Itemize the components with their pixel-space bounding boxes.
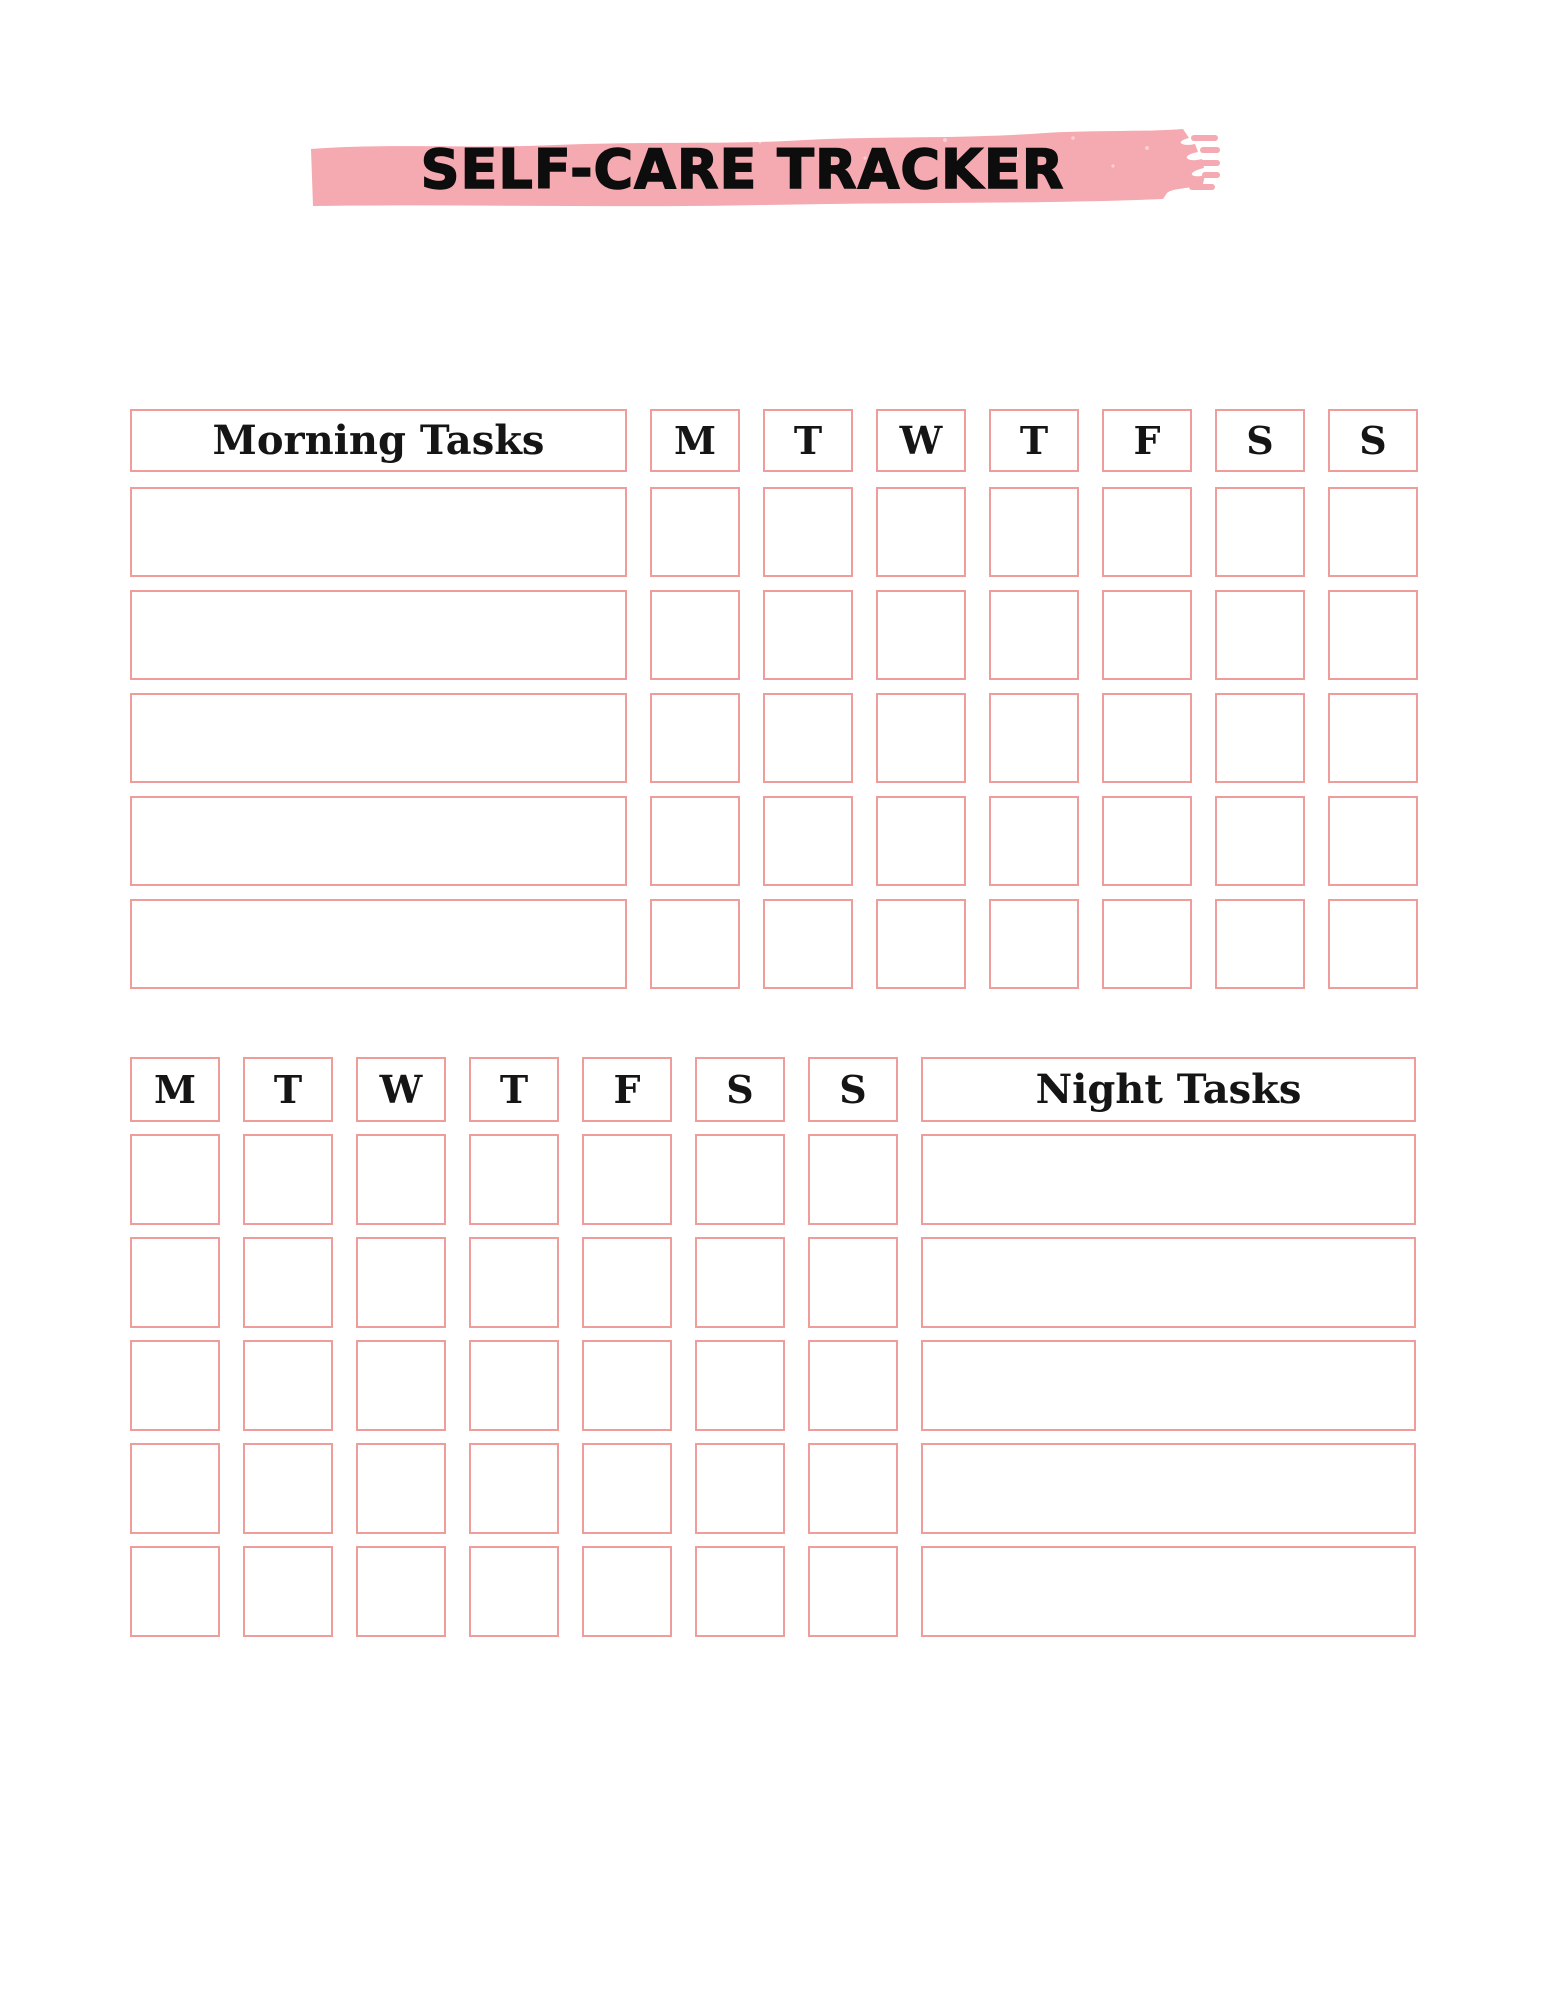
morning-checkbox[interactable] xyxy=(1102,487,1192,577)
night-checkbox[interactable] xyxy=(808,1546,898,1637)
morning-checkbox[interactable] xyxy=(650,693,740,783)
night-checkbox[interactable] xyxy=(808,1340,898,1431)
night-task-input[interactable] xyxy=(921,1237,1416,1328)
night-checkbox[interactable] xyxy=(469,1134,559,1225)
morning-checkbox[interactable] xyxy=(650,590,740,680)
night-day-header-1-m: M xyxy=(130,1057,220,1122)
night-checkbox[interactable] xyxy=(130,1443,220,1534)
night-checkbox[interactable] xyxy=(356,1340,446,1431)
morning-checkbox[interactable] xyxy=(1328,899,1418,989)
night-checkbox[interactable] xyxy=(356,1134,446,1225)
night-checkbox[interactable] xyxy=(695,1340,785,1431)
night-checkbox[interactable] xyxy=(243,1546,333,1637)
night-checkbox[interactable] xyxy=(356,1546,446,1637)
morning-row xyxy=(130,796,1418,886)
night-checkbox[interactable] xyxy=(356,1237,446,1328)
night-checkbox[interactable] xyxy=(469,1237,559,1328)
night-checkbox[interactable] xyxy=(808,1237,898,1328)
morning-checkbox[interactable] xyxy=(1328,590,1418,680)
night-checkbox[interactable] xyxy=(695,1443,785,1534)
morning-checkbox[interactable] xyxy=(1102,590,1192,680)
night-checkbox[interactable] xyxy=(582,1237,672,1328)
morning-day-header-6-s: S xyxy=(1215,409,1305,472)
night-row xyxy=(130,1443,1416,1534)
night-task-input[interactable] xyxy=(921,1546,1416,1637)
morning-checkbox[interactable] xyxy=(1215,693,1305,783)
morning-row xyxy=(130,693,1418,783)
morning-checkbox[interactable] xyxy=(1328,487,1418,577)
morning-row xyxy=(130,590,1418,680)
night-day-header-6-s: S xyxy=(695,1057,785,1122)
night-checkbox[interactable] xyxy=(582,1340,672,1431)
night-checkbox[interactable] xyxy=(130,1546,220,1637)
morning-checkbox[interactable] xyxy=(989,590,1079,680)
night-checkbox[interactable] xyxy=(130,1340,220,1431)
morning-checkbox[interactable] xyxy=(650,487,740,577)
night-task-input[interactable] xyxy=(921,1340,1416,1431)
morning-checkbox[interactable] xyxy=(763,899,853,989)
morning-checkbox[interactable] xyxy=(876,487,966,577)
night-checkbox[interactable] xyxy=(582,1546,672,1637)
night-checkbox[interactable] xyxy=(695,1134,785,1225)
morning-day-header-7-s: S xyxy=(1328,409,1418,472)
night-row xyxy=(130,1340,1416,1431)
night-checkbox[interactable] xyxy=(243,1340,333,1431)
night-row xyxy=(130,1237,1416,1328)
night-checkbox[interactable] xyxy=(243,1443,333,1534)
night-day-header-5-f: F xyxy=(582,1057,672,1122)
morning-task-input[interactable] xyxy=(130,487,627,577)
night-task-input[interactable] xyxy=(921,1443,1416,1534)
night-day-header-2-t: T xyxy=(243,1057,333,1122)
night-tracker-table xyxy=(130,1057,1416,1637)
night-checkbox[interactable] xyxy=(469,1340,559,1431)
night-checkbox[interactable] xyxy=(243,1134,333,1225)
morning-rows xyxy=(130,487,1418,989)
morning-checkbox[interactable] xyxy=(650,796,740,886)
morning-checkbox[interactable] xyxy=(989,693,1079,783)
morning-task-input[interactable] xyxy=(130,796,627,886)
morning-checkbox[interactable] xyxy=(1215,899,1305,989)
morning-task-input[interactable] xyxy=(130,899,627,989)
morning-checkbox[interactable] xyxy=(763,693,853,783)
morning-row xyxy=(130,899,1418,989)
night-row xyxy=(130,1546,1416,1637)
morning-header-row xyxy=(130,409,1418,472)
page-header xyxy=(305,118,1220,213)
night-row xyxy=(130,1134,1416,1225)
night-checkbox[interactable] xyxy=(130,1237,220,1328)
night-rows xyxy=(130,1134,1416,1637)
morning-checkbox[interactable] xyxy=(1102,693,1192,783)
morning-task-input[interactable] xyxy=(130,693,627,783)
night-checkbox[interactable] xyxy=(582,1443,672,1534)
night-day-header-3-w: W xyxy=(356,1057,446,1122)
morning-checkbox[interactable] xyxy=(989,899,1079,989)
morning-checkbox[interactable] xyxy=(763,487,853,577)
morning-checkbox[interactable] xyxy=(1102,899,1192,989)
night-day-header-7-s: S xyxy=(808,1057,898,1122)
night-task-input[interactable] xyxy=(921,1134,1416,1225)
morning-checkbox[interactable] xyxy=(1328,796,1418,886)
morning-checkbox[interactable] xyxy=(1215,796,1305,886)
night-checkbox[interactable] xyxy=(469,1546,559,1637)
morning-checkbox[interactable] xyxy=(876,796,966,886)
morning-tracker-table xyxy=(130,409,1418,989)
morning-checkbox[interactable] xyxy=(989,796,1079,886)
morning-day-header-4-t: T xyxy=(989,409,1079,472)
morning-tasks-header: Morning Tasks xyxy=(130,409,627,472)
morning-day-header-2-t: T xyxy=(763,409,853,472)
night-checkbox[interactable] xyxy=(356,1443,446,1534)
morning-checkbox[interactable] xyxy=(1102,796,1192,886)
morning-checkbox[interactable] xyxy=(876,693,966,783)
morning-checkbox[interactable] xyxy=(1215,487,1305,577)
night-header-row xyxy=(130,1057,1416,1122)
morning-checkbox[interactable] xyxy=(650,899,740,989)
night-checkbox[interactable] xyxy=(469,1443,559,1534)
morning-row xyxy=(130,487,1418,577)
night-checkbox[interactable] xyxy=(695,1237,785,1328)
night-checkbox[interactable] xyxy=(695,1546,785,1637)
morning-checkbox[interactable] xyxy=(1215,590,1305,680)
morning-day-header-1-m: M xyxy=(650,409,740,472)
night-checkbox[interactable] xyxy=(243,1237,333,1328)
night-checkbox[interactable] xyxy=(582,1134,672,1225)
page-title: SELF-CARE TRACKER xyxy=(420,138,1065,201)
morning-day-header-5-f: F xyxy=(1102,409,1192,472)
morning-checkbox[interactable] xyxy=(876,899,966,989)
night-checkbox[interactable] xyxy=(130,1134,220,1225)
morning-checkbox[interactable] xyxy=(1328,693,1418,783)
night-tasks-header: Night Tasks xyxy=(921,1057,1416,1122)
night-checkbox[interactable] xyxy=(808,1443,898,1534)
morning-checkbox[interactable] xyxy=(989,487,1079,577)
night-checkbox[interactable] xyxy=(808,1134,898,1225)
morning-task-input[interactable] xyxy=(130,590,627,680)
morning-day-header-3-w: W xyxy=(876,409,966,472)
night-day-header-4-t: T xyxy=(469,1057,559,1122)
morning-checkbox[interactable] xyxy=(876,590,966,680)
morning-checkbox[interactable] xyxy=(763,796,853,886)
morning-checkbox[interactable] xyxy=(763,590,853,680)
